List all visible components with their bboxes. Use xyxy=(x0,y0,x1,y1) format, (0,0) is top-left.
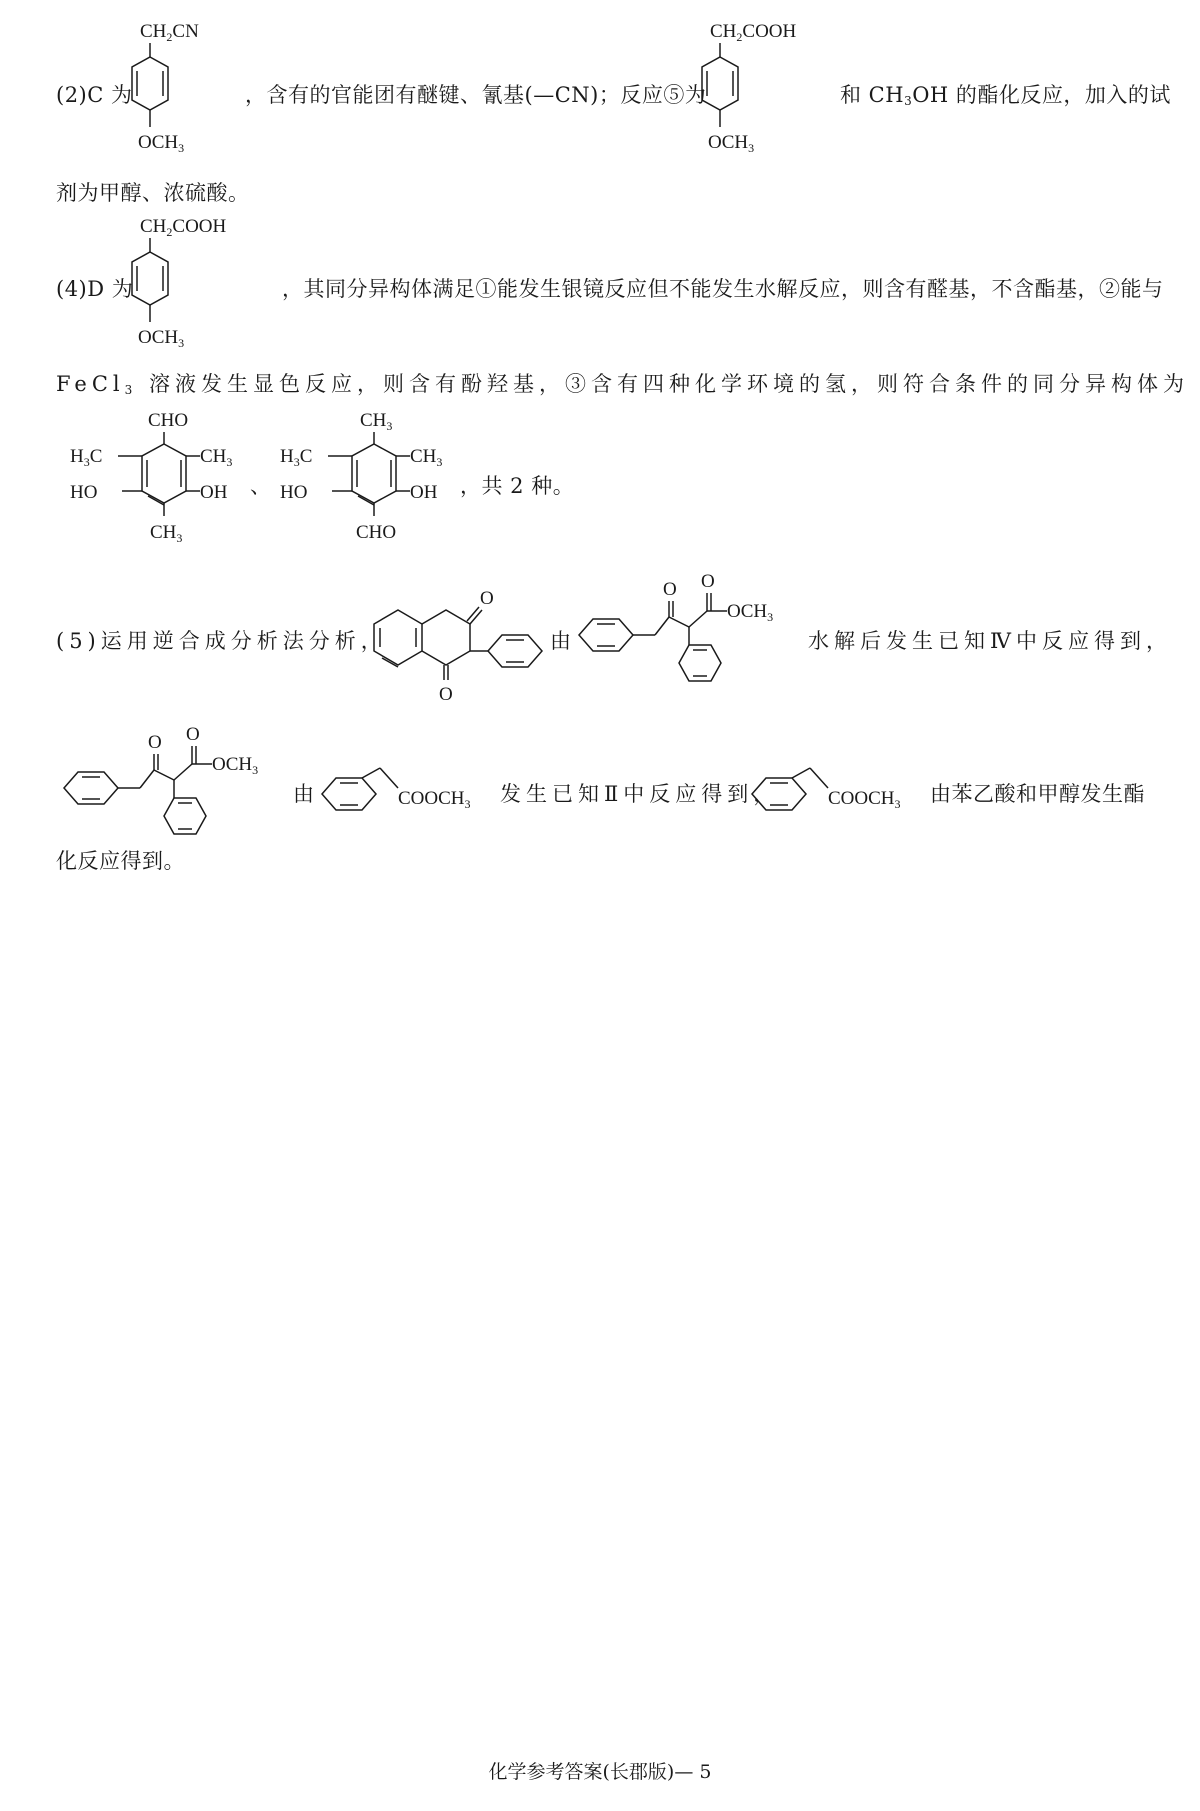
iso2-left-bottom: HO xyxy=(280,482,308,503)
iso2-left-top: $H_3C$ xyxy=(280,446,313,469)
target-diketone-structure xyxy=(370,580,545,710)
phenyl-ring xyxy=(64,772,118,804)
keto-ester-structure-2 xyxy=(60,718,285,848)
phenyl-ring xyxy=(322,778,376,810)
q2-label: (2)C 为 xyxy=(56,83,133,107)
isomer-1-structure xyxy=(60,404,250,554)
q5-line3: 化反应得到。 xyxy=(56,849,185,873)
phenyl-ring xyxy=(679,645,721,681)
benzene-ring xyxy=(374,610,422,667)
iso2-right-top: $CH_3$ xyxy=(410,446,443,469)
phenyl-ring xyxy=(579,619,633,651)
q2-tail-text: 和 $CH_3OH$ 的酯化反应，加入的试 xyxy=(840,83,1171,108)
e-substituent-bottom: $OCH_3$ xyxy=(708,132,755,155)
ketone-o-top: O xyxy=(480,588,494,609)
ketone-o: O xyxy=(663,579,677,600)
iso2-top-group: $CH_3$ xyxy=(360,410,393,433)
phenyl-ring xyxy=(752,778,806,810)
e-substituent-top: $CH_2COOH$ xyxy=(710,21,797,44)
cooch3-label: $COOCH_3$ xyxy=(828,788,901,811)
compound-d-structure xyxy=(130,210,270,350)
q5-label: (5)运用逆合成分析法分析， xyxy=(56,629,387,653)
iso1-left-bottom: HO xyxy=(70,482,98,503)
ketone-o: O xyxy=(148,732,162,753)
benzene-ring xyxy=(352,444,396,505)
iso1-bottom-group: $CH_3$ xyxy=(150,522,183,545)
q2-line2: 剂为甲醇、浓硫酸。 xyxy=(56,181,250,205)
iso1-right-bottom: OH xyxy=(200,482,228,503)
q4-label: (4)D 为 xyxy=(56,277,134,301)
iso2-bottom-group: CHO xyxy=(356,522,397,543)
keto-ester-structure xyxy=(575,565,800,695)
phenyl-ring xyxy=(164,798,206,834)
compound-e-structure xyxy=(700,15,840,155)
q4-text1: ，其同分异构体满足①能发生银镜反应但不能发生水解反应，则含有醛基，不含酯基，②能与 xyxy=(282,277,1164,301)
q5-text1: 水解后发生已知Ⅳ中反应得到， xyxy=(808,629,1172,653)
q5-you-1: 由 xyxy=(550,629,572,653)
c-substituent-bottom: $OCH_3$ xyxy=(138,132,185,155)
ester-o: O xyxy=(701,571,715,592)
benzene-ring xyxy=(132,57,168,110)
methyl-phenylacetate-structure-2 xyxy=(748,756,928,826)
benzene-ring xyxy=(702,57,738,110)
c-substituent-top: $CH_2CN$ xyxy=(140,21,199,44)
q5-text2: 发生已知Ⅱ中反应得到， xyxy=(500,782,780,806)
q4-count: ，共 2 种。 xyxy=(460,474,575,498)
benzene-ring xyxy=(142,444,186,505)
iso1-left-top: $H_3C$ xyxy=(70,446,103,469)
methyl-phenylacetate-structure-1 xyxy=(318,756,498,826)
iso1-right-top: $CH_3$ xyxy=(200,446,233,469)
isomer-2-structure xyxy=(270,404,460,554)
iso2-right-bottom: OH xyxy=(410,482,438,503)
ketone-o-bottom: O xyxy=(439,684,453,705)
benzene-ring xyxy=(132,252,168,305)
iso1-top-group: CHO xyxy=(148,410,189,431)
q4-separator: 、 xyxy=(250,474,272,498)
ester-och3: $OCH_3$ xyxy=(727,601,774,624)
page-footer: 化学参考答案(长郡版)— 5 xyxy=(488,1761,712,1783)
ester-o: O xyxy=(186,724,200,745)
cooch3-label: $COOCH_3$ xyxy=(398,788,471,811)
d-substituent-top: $CH_2COOH$ xyxy=(140,216,227,239)
q5-you-2: 由 xyxy=(293,782,315,806)
compound-c-structure xyxy=(130,15,240,155)
q2-mid-text: ，含有的官能团有醚键、氰基(—CN)；反应⑤为 xyxy=(245,83,707,107)
phenyl-ring xyxy=(488,635,542,667)
q4-text2: FeCl$_3$ 溶液发生显色反应，则含有酚羟基，③含有四种化学环境的氢，则符合条件的同分异构体为 xyxy=(56,372,1189,397)
ester-och3: $OCH_3$ xyxy=(212,754,259,777)
q5-text3: 由苯乙酸和甲醇发生酯 xyxy=(930,782,1145,806)
d-substituent-bottom: $OCH_3$ xyxy=(138,327,185,350)
